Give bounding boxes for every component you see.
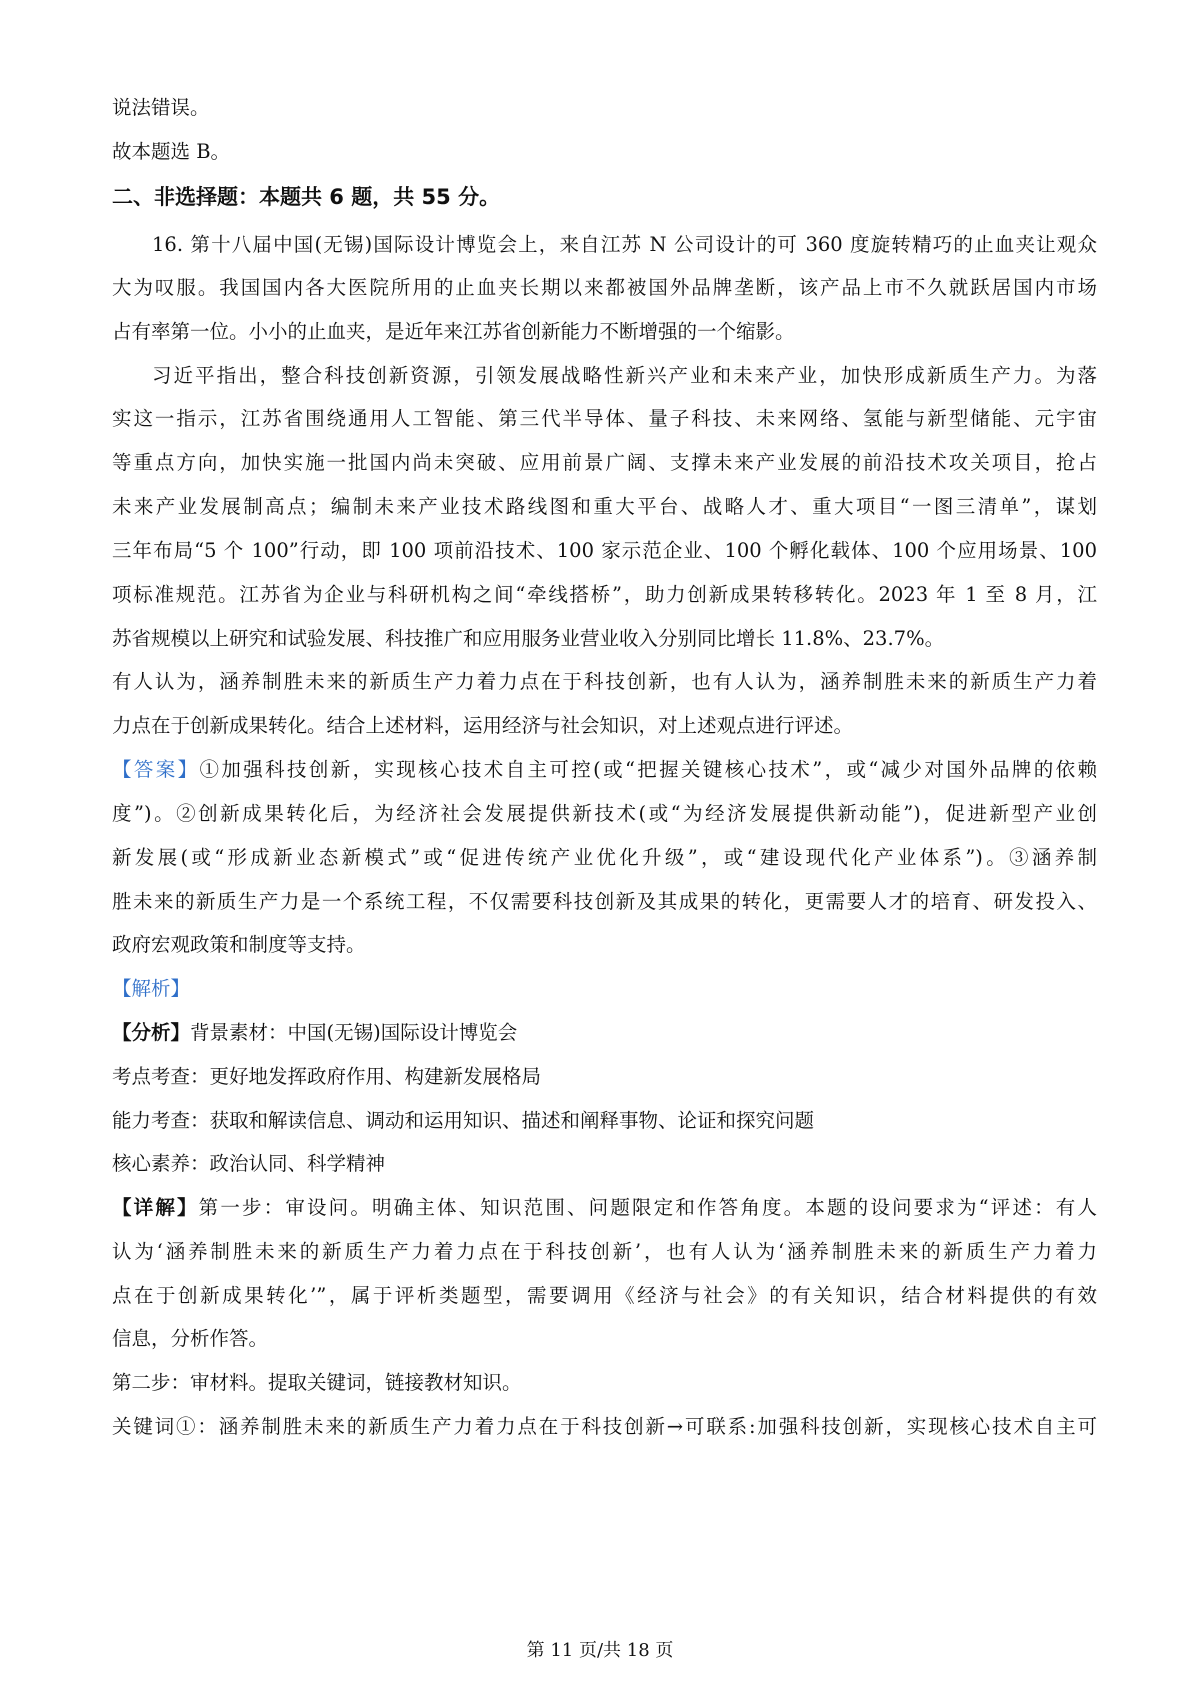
fenxi-text: 背景素材：中国(无锡)国际设计博览会 xyxy=(190,1021,518,1044)
text-line: 故本题选 B。 xyxy=(112,140,231,163)
answer-text: 度”)。②创新成果转化后，为经济社会发展提供新技术(或“为经济发展提供新动能”)，促进新型产业创 xyxy=(112,802,1097,825)
question-text: 占有率第一位。小小的止血夹，是近年来江苏省创新能力不断增强的一个缩影。 xyxy=(112,320,795,343)
analysis-tag: 【解析】 xyxy=(112,977,191,1000)
answer-text: ①加强科技创新，实现核心技术自主可控(或“把握关键核心技术”，或“减少对国外品牌的依赖 xyxy=(199,758,1097,781)
detail-text: 第二步：审材料。提取关键词，链接教材知识。 xyxy=(112,1371,522,1394)
material-text: 未来产业发展制高点；编制未来产业技术路线图和重大平台、战略人才、重大项目“一图三清单”，谋划 xyxy=(112,495,1097,518)
section-heading: 二、非选择题：本题共 6 题，共 55 分。 xyxy=(112,185,501,209)
detail-line xyxy=(112,1195,1097,1221)
question-prompt: 有人认为，涵养制胜未来的新质生产力着力点在于科技创新，也有人认为，涵养制胜未来的新质生产力着 xyxy=(112,670,1097,693)
text-line: 说法错误。 xyxy=(112,96,210,119)
question-prompt: 力点在于创新成果转化。结合上述材料，运用经济与社会知识，对上述观点进行评述。 xyxy=(112,714,854,737)
fenxi-tag: 【分析】 xyxy=(112,1021,191,1044)
answer-text: 新发展(或“形成新业态新模式”或“促进传统产业优化升级”，或“建设现代化产业体系”)。③涵养制 xyxy=(112,846,1097,869)
analysis-line xyxy=(112,1020,1097,1046)
detail-text: 关键词①：涵养制胜未来的新质生产力着力点在于科技创新→可联系:加强科技创新，实现核心技术自主可 xyxy=(112,1415,1097,1438)
question-text: 16. 第十八届中国(无锡)国际设计博览会上，来自江苏 N 公司设计的可 360 度旋转精巧的止血夹让观众 xyxy=(152,233,1097,256)
detail-text: 第一步：审设问。明确主体、知识范围、问题限定和作答角度。本题的设问要求为“评述：有人 xyxy=(198,1196,1097,1219)
analysis-text: 考点考查：更好地发挥政府作用、构建新发展格局 xyxy=(112,1065,542,1088)
material-text: 习近平指出，整合科技创新资源，引领发展战略性新兴产业和未来产业，加快形成新质生产力。为落 xyxy=(152,364,1097,387)
analysis-text: 核心素养：政治认同、科学精神 xyxy=(112,1152,386,1175)
analysis-text: 能力考查：获取和解读信息、调动和运用知识、描述和阐释事物、论证和探究问题 xyxy=(112,1109,815,1132)
detail-tag: 【详解】 xyxy=(112,1196,199,1219)
material-text: 三年布局“5 个 100”行动，即 100 项前沿技术、100 家示范企业、100 个孵化载体、100 个应用场景、100 xyxy=(112,539,1097,562)
detail-text: 信息，分析作答。 xyxy=(112,1327,269,1350)
material-text: 苏省规模以上研究和试验发展、科技推广和应用服务业营业收入分别同比增长 11.8%、23.7%。 xyxy=(112,627,945,650)
detail-text: 认为‘涵养制胜未来的新质生产力着力点在于科技创新’，也有人认为‘涵养制胜未来的新质生产力着力 xyxy=(112,1240,1097,1263)
answer-tag: 【答案】 xyxy=(112,758,200,781)
question-text: 大为叹服。我国国内各大医院所用的止血夹长期以来都被国外品牌垄断，该产品上市不久就跃居国内市场 xyxy=(112,276,1097,299)
answer-text: 政府宏观政策和制度等支持。 xyxy=(112,933,366,956)
detail-text: 点在于创新成果转化’”，属于评析类题型，需要调用《经济与社会》的有关知识，结合材料提供的有效 xyxy=(112,1284,1097,1307)
answer-line xyxy=(112,757,1097,783)
material-text: 项标准规范。江苏省为企业与科研机构之间“牵线搭桥”，助力创新成果转移转化。2023 年 1 至 8 月，江 xyxy=(112,583,1097,606)
page-footer: 第 11 页/共 18 页 xyxy=(526,1640,674,1661)
answer-text: 胜未来的新质生产力是一个系统工程，不仅需要科技创新及其成果的转化，更需要人才的培育、研发投入、 xyxy=(112,890,1097,913)
material-text: 等重点方向，加快实施一批国内尚未突破、应用前景广阔、支撑未来产业发展的前沿技术攻关项目，抢占 xyxy=(112,451,1097,474)
material-text: 实这一指示，江苏省围绕通用人工智能、第三代半导体、量子科技、未来网络、氢能与新型储能、元宇宙 xyxy=(112,407,1097,430)
